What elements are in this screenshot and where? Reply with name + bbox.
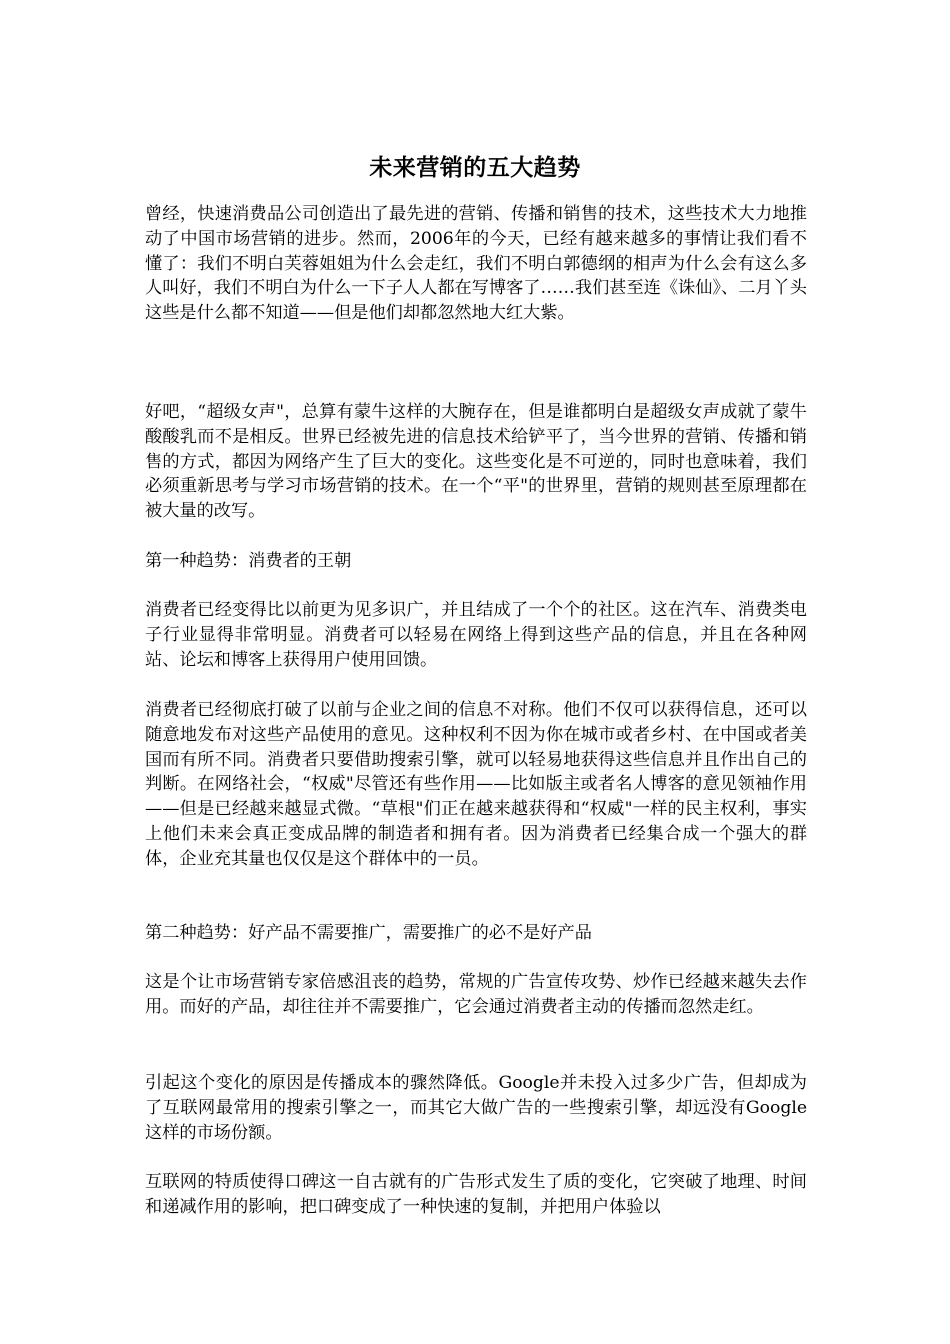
paragraph-consumer-community: 消费者已经变得比以前更为见多识广，并且结成了一个个的社区。这在汽车、消费类电子行业显得非常明显。消费者可以轻易在网络上得到这些产品的信息，并且在各种网站、论坛和博客上获得用户使用回馈。 xyxy=(145,600,807,670)
section-heading-trend-1: 第一种趋势：消费者的王朝 xyxy=(145,551,352,571)
section-heading-trend-2: 第二种趋势：好产品不需要推广，需要推广的必不是好产品 xyxy=(145,923,592,943)
document-title: 未来营销的五大趋势 xyxy=(369,154,581,182)
paragraph-google: 引起这个变化的原因是传播成本的骤然降低。Google并未投入过多少广告，但却成为了互联网最常用的搜索引擎之一，而其它大做广告的一些搜索引擎，却远没有Google这样的市场份额。 xyxy=(145,1073,807,1143)
paragraph-promotion: 这是个让市场营销专家倍感沮丧的趋势，常规的广告宣传攻势、炒作已经越来越失去作用。而好的产品，却往往并不需要推广，它会通过消费者主动的传播而忽然走红。 xyxy=(145,972,807,1017)
paragraph-super-girl: 好吧，“超级女声"，总算有蒙牛这样的大腕存在，但是谁都明白是超级女声成就了蒙牛酸酸乳而不是相反。世界已经被先进的信息技术给铲平了，当今世界的营销、传播和销售的方式，都因为网络产生了巨大的变化。这些变化是不可逆的，同时也意味着，我们必须重新思考与学习市场营销的技术。在一个“平"的世界里，营销的规则甚至原理都在被大量的改写。 xyxy=(145,402,807,522)
paragraph-intro: 曾经，快速消费品公司创造出了最先进的营销、传播和销售的技术，这些技术大力地推动了中国市场营销的进步。然而，2006年的今天，已经有越来越多的事情让我们看不懂了：我们不明白芙蓉姐姐为什么会走红，我们不明白郭德纲的相声为什么会有这么多人叫好，我们不明白为什么一下子人人都在写博客了……我们甚至连《诛仙》、二月丫头这些是什么都不知道——但是他们却都忽然地大红大紫。 xyxy=(145,204,807,324)
paragraph-word-of-mouth: 互联网的特质使得口碑这一自古就有的广告形式发生了质的变化，它突破了地理、时间和递减作用的影响，把口碑变成了一种快速的复制，并把用户体验以 xyxy=(145,1172,807,1217)
paragraph-information-asymmetry: 消费者已经彻底打破了以前与企业之间的信息不对称。他们不仅可以获得信息，还可以随意地发布对这些产品使用的意见。这种权利不因为你在城市或者乡村、在中国或者美国而有所不同。消费者只要借助搜索引擎，就可以轻易地获得这些信息并且作出自己的判断。在网络社会，“权威"尽管还有些作用——比如版主或者名人博客的意见领袖作用——但是已经越来越显式微。“草根"们正在越来越获得和“权威"一样的民主权利，事实上他们未来会真正变成品牌的制造者和拥有者。因为消费者已经集合成一个强大的群体，企业充其量也仅仅是这个群体中的一员。 xyxy=(145,700,807,869)
